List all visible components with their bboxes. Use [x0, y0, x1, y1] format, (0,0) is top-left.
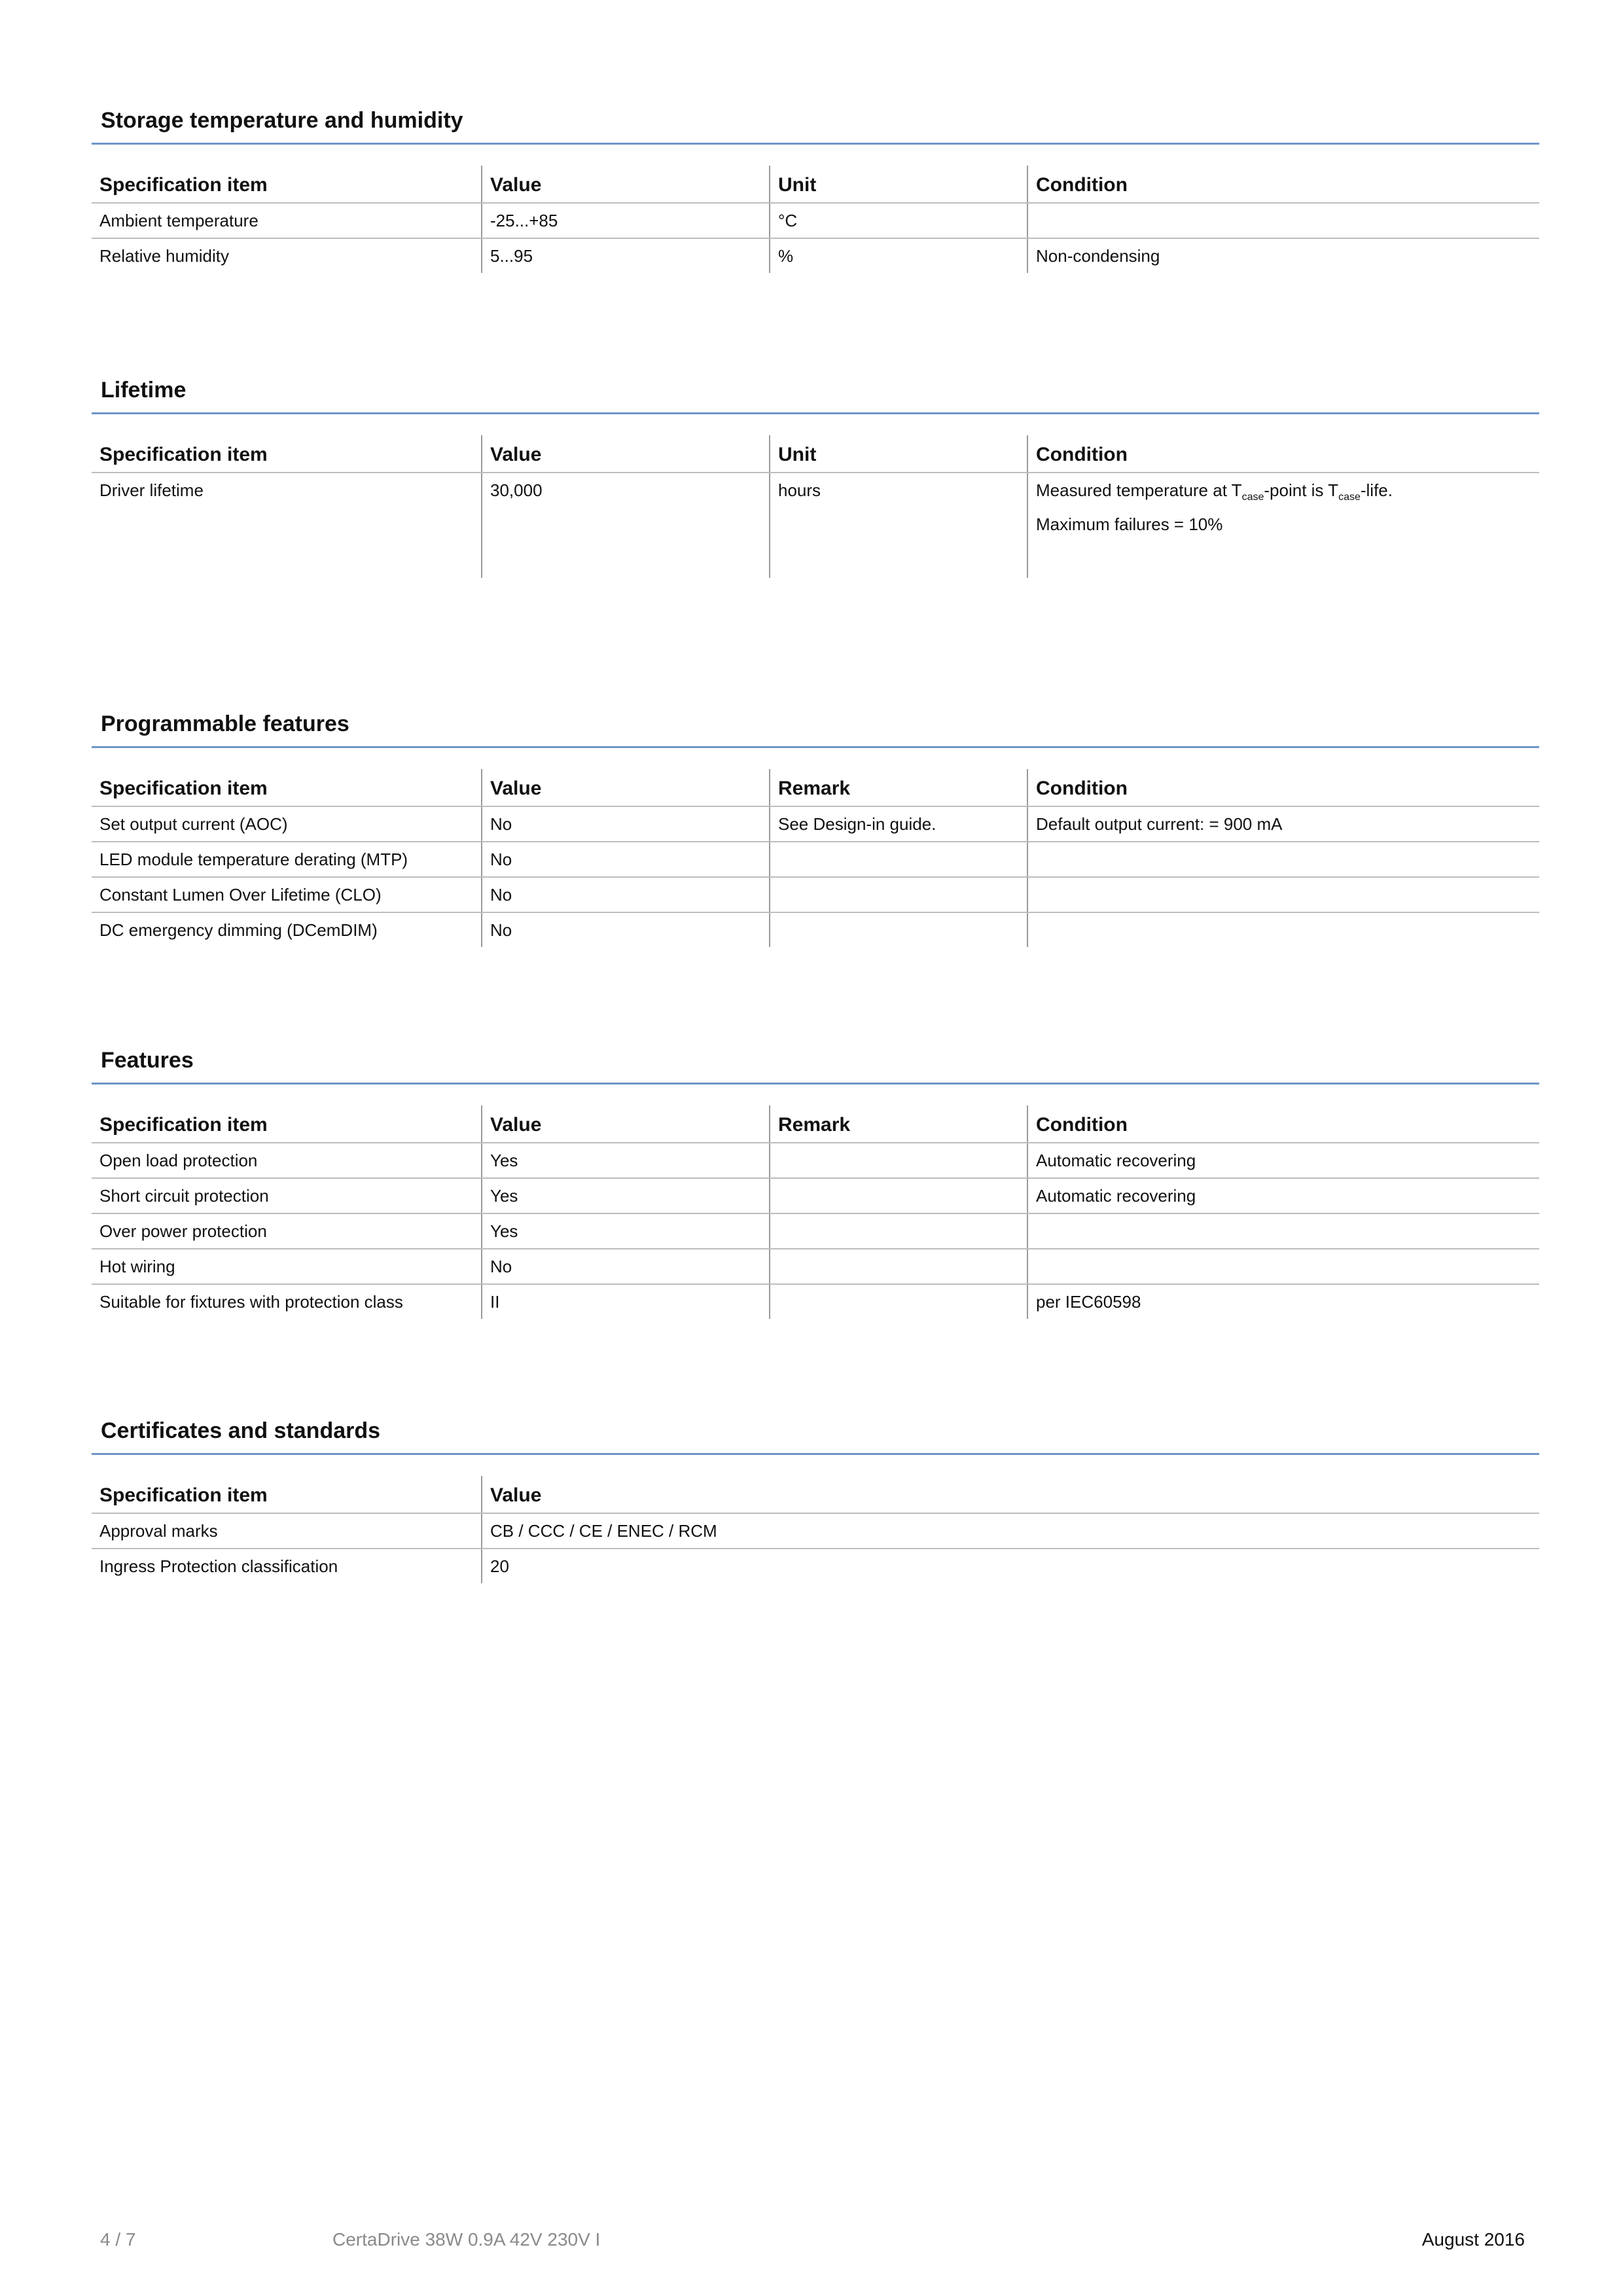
spec-remark: [770, 1284, 1027, 1319]
spec-condition: Non-condensing: [1027, 238, 1539, 273]
subscript-case: case: [1338, 492, 1361, 503]
section-programmable-features: [92, 709, 1539, 947]
table-row: [92, 1549, 1539, 1583]
spec-value: No: [482, 877, 770, 912]
spec-condition: per IEC60598: [1027, 1284, 1539, 1319]
spec-value: No: [482, 1249, 770, 1284]
spec-remark: See Design-in guide.: [770, 806, 1027, 842]
column-header: Value: [482, 1476, 1539, 1513]
spec-item: Set output current (AOC): [92, 806, 482, 842]
condition-text: Measured temperature at T: [1036, 480, 1242, 500]
condition-line-1: [1036, 473, 1531, 507]
column-header: Unit: [770, 166, 1027, 203]
spec-item: Constant Lumen Over Lifetime (CLO): [92, 877, 482, 912]
table-row: [92, 473, 1539, 578]
spec-value: No: [482, 842, 770, 877]
section-storage: [92, 106, 1539, 273]
section-features: [92, 1046, 1539, 1319]
section-title: Programmable features: [101, 711, 349, 736]
section-divider: [92, 143, 1539, 145]
column-header: Condition: [1027, 435, 1539, 473]
spec-remark: [770, 877, 1027, 912]
column-header: Condition: [1027, 769, 1539, 806]
column-header: Unit: [770, 435, 1027, 473]
table-row: [92, 912, 1539, 947]
spec-condition: [1027, 1249, 1539, 1284]
spec-value: Yes: [482, 1213, 770, 1249]
section-lifetime: [92, 376, 1539, 578]
column-header: Remark: [770, 769, 1027, 806]
spec-value: 5...95: [482, 238, 770, 273]
condition-line-2: Maximum failures = 10%: [1036, 514, 1223, 534]
table-row: [92, 203, 1539, 238]
section-title: Storage temperature and humidity: [101, 108, 463, 133]
column-header: Value: [482, 1105, 770, 1143]
footer-page-number: 4 / 7: [100, 2229, 136, 2250]
table-row: [92, 1213, 1539, 1249]
table-row: [92, 1143, 1539, 1178]
section-divider: [92, 746, 1539, 748]
section-divider: [92, 412, 1539, 414]
table-header-row: [92, 166, 1539, 203]
column-header: Value: [482, 435, 770, 473]
spec-item: Driver lifetime: [99, 480, 204, 500]
features-table: [92, 1105, 1539, 1319]
programmable-table: [92, 769, 1539, 947]
spec-item: Relative humidity: [99, 246, 229, 266]
spec-remark: [770, 1249, 1027, 1284]
section-divider: [92, 1083, 1539, 1085]
spec-item: Ambient temperature: [92, 203, 482, 238]
condition-text: -point is T: [1264, 480, 1339, 500]
condition-text: -life.: [1360, 480, 1393, 500]
spec-value: Yes: [482, 1178, 770, 1213]
table-row: [92, 1249, 1539, 1284]
spec-remark: [770, 1213, 1027, 1249]
table-row: [92, 877, 1539, 912]
section-title: Features: [101, 1048, 194, 1073]
spec-unit: °C: [770, 203, 1027, 238]
spec-condition: [1027, 842, 1539, 877]
column-header: Condition: [1027, 166, 1539, 203]
section-certificates: [92, 1416, 1539, 1583]
column-header: Specification item: [92, 1105, 482, 1143]
storage-table: [92, 166, 1539, 273]
spec-condition: Automatic recovering: [1027, 1143, 1539, 1178]
section-title: Certificates and standards: [101, 1418, 381, 1443]
spec-item: Open load protection: [92, 1143, 482, 1178]
spec-value: II: [482, 1284, 770, 1319]
spec-remark: [770, 1143, 1027, 1178]
spec-condition: [1027, 473, 1539, 578]
table-row: [92, 1513, 1539, 1549]
spec-value: 20: [482, 1549, 1539, 1583]
table-row: [92, 842, 1539, 877]
column-header: Value: [482, 769, 770, 806]
table-header-row: [92, 1476, 1539, 1513]
certificates-table: [92, 1476, 1539, 1583]
spec-value: CB / CCC / CE / ENEC / RCM: [482, 1513, 1539, 1549]
spec-value: 30,000: [482, 473, 770, 578]
column-header: Specification item: [92, 166, 482, 203]
spec-item: Ingress Protection classification: [99, 1556, 338, 1576]
spec-item: Short circuit protection: [92, 1178, 482, 1213]
spec-value: No: [482, 912, 770, 947]
table-header-row: [92, 435, 1539, 473]
spec-condition: [1027, 912, 1539, 947]
column-header: Specification item: [92, 1476, 482, 1513]
spec-value: No: [482, 806, 770, 842]
spec-condition: [1027, 1213, 1539, 1249]
column-header: Condition: [1027, 1105, 1539, 1143]
spec-condition: Automatic recovering: [1027, 1178, 1539, 1213]
footer-product-name: CertaDrive 38W 0.9A 42V 230V I: [332, 2229, 601, 2250]
spec-condition: [1027, 877, 1539, 912]
column-header: Remark: [770, 1105, 1027, 1143]
spec-remark: [770, 1178, 1027, 1213]
section-title: Lifetime: [101, 378, 187, 403]
table-row: [92, 1284, 1539, 1319]
table-row: [92, 806, 1539, 842]
column-header: Specification item: [92, 769, 482, 806]
spec-remark: [770, 912, 1027, 947]
spec-item: DC emergency dimming (DCemDIM): [99, 920, 378, 940]
spec-item: Suitable for fixtures with protection class: [99, 1292, 403, 1312]
spec-item: Approval marks: [92, 1513, 482, 1549]
spec-item: Hot wiring: [92, 1249, 482, 1284]
spec-item: LED module temperature derating (MTP): [92, 842, 482, 877]
lifetime-table: [92, 435, 1539, 578]
spec-value: -25...+85: [482, 203, 770, 238]
column-header: Value: [482, 166, 770, 203]
column-header: Specification item: [92, 435, 482, 473]
subscript-case: case: [1241, 492, 1264, 503]
spec-remark: [770, 842, 1027, 877]
table-row: [92, 1178, 1539, 1213]
spec-unit: hours: [770, 473, 1027, 578]
table-header-row: [92, 769, 1539, 806]
spec-condition: [1027, 203, 1539, 238]
footer-date: August 2016: [1421, 2229, 1525, 2250]
table-row: [92, 238, 1539, 273]
spec-item: Over power protection: [92, 1213, 482, 1249]
spec-value: Yes: [482, 1143, 770, 1178]
spec-unit: %: [770, 238, 1027, 273]
section-divider: [92, 1453, 1539, 1455]
table-header-row: [92, 1105, 1539, 1143]
spec-condition: Default output current: = 900 mA: [1027, 806, 1539, 842]
